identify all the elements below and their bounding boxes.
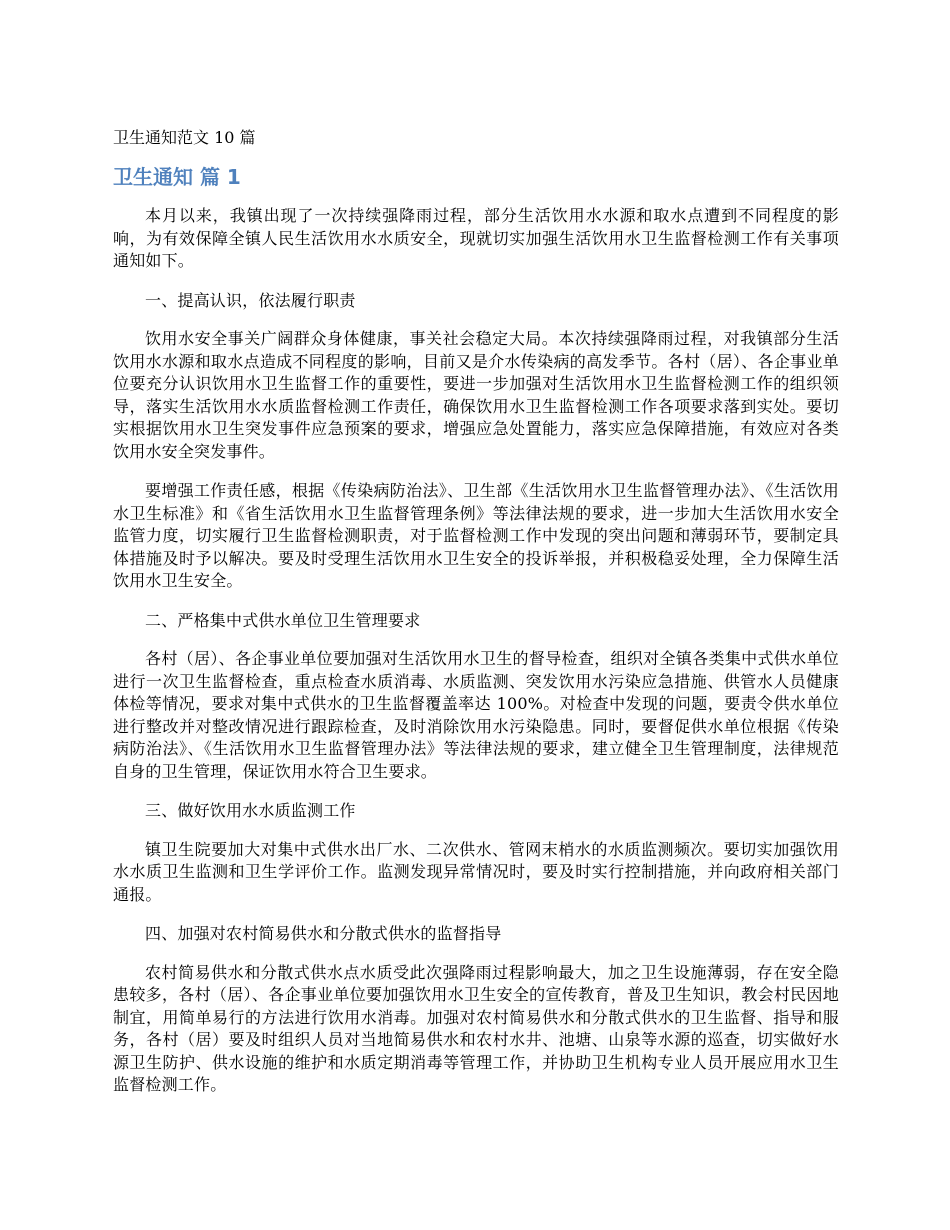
- document-title: 卫生通知范文 10 篇: [113, 128, 256, 147]
- section-title-4: 四、加强对农村简易供水和分散式供水的监督指导: [145, 924, 502, 943]
- section-title-2: 二、严格集中式供水单位卫生管理要求: [145, 610, 421, 630]
- paragraph-1a: 饮用水安全事关广阔群众身体健康，事关社会稳定大局。本次持续强降雨过程，对我镇部分生活饮用水水源和取水点造成不同程度的影响，目前又是介水传染病的高发季节。各村（居）、各企事业单位要充分认识饮用水卫生监督工作的重要性，要进一步加强对生活饮用水卫生监督检测工作的组织领导，落实生活饮用水水质监督检测工作责任，确保饮用水卫生监督检测工作各项要求落到实处。要切实根据饮用水卫生突发事件应急预案的要求，增强应急处置能力，落实应急保障措施，有效应对各类饮用水安全突发事件。: [113, 329, 839, 461]
- section-title-1: 一、提高认识，依法履行职责: [145, 290, 356, 310]
- paragraph-4: 农村简易供水和分散式供水点水质受此次强降雨过程影响最大，加之卫生设施薄弱，存在安全隐患较多，各村（居）、各企事业单位要加强饮用水卫生安全的宣传教育，普及卫生知识，教会村民因地制宜，用简单易行的方法进行饮用水消毒。加强对农村简易供水和分散式供水的卫生监督、指导和服务，各村（居）要及时组织人员对当地简易供水和农村水井、池塘、山泉等水源的巡查，切实做好水源卫生防护、供水设施的维护和水质定期消毒等管理工作，并协助卫生机构专业人员开展应用水卫生监督检测工作。: [113, 962, 839, 1094]
- paragraph-2: 各村（居）、各企事业单位要加强对生活饮用水卫生的督导检查，组织对全镇各类集中式供水单位进行一次卫生监督检查，重点检查水质消毒、水质监测、突发饮用水污染应急措施、供管水人员健康体检等情况，要求对集中式供水的卫生监督覆盖率达 100%。对检查中发现的问题，要责令供水单位进行整改并对整改情况进行跟踪检查，及时消除饮用水污染隐患。同时，要督促供水单位根据《传染病防治法》、《生活饮用水卫生监督管理办法》等法律法规的要求，建立健全卫生管理制度，法律规范自身的卫生管理，保证饮用水符合卫生要求。: [113, 649, 839, 781]
- paragraph-intro: 本月以来，我镇出现了一次持续强降雨过程，部分生活饮用水水源和取水点遭到不同程度的影响，为有效保障全镇人民生活饮用水水质安全，现就切实加强生活饮用水卫生监督检测工作有关事项通知如下。: [113, 206, 839, 270]
- paragraph-3: 镇卫生院要加大对集中式供水出厂水、二次供水、管网末梢水的水质监测频次。要切实加强饮用水水质卫生监测和卫生学评价工作。监测发现异常情况时，要及时实行控制措施，并向政府相关部门通报。: [113, 839, 839, 904]
- section-title-3: 三、做好饮用水水质监测工作: [145, 801, 356, 820]
- document-body: [113, 205, 839, 1114]
- paragraph-1b: 要增强工作责任感，根据《传染病防治法》、卫生部《生活饮用水卫生监督管理办法》、《生活饮用水卫生标准》和《省生活饮用水卫生监督管理条例》等法律法规的要求，进一步加大生活饮用水安全监管力度，切实履行卫生监督检测职责，对于监督检测工作中发现的突出问题和薄弱环节，要制定具体措施及时予以解决。要及时受理生活饮用水卫生安全的投诉举报，并积极稳妥处理，全力保障生活饮用水卫生安全。: [113, 481, 839, 590]
- section-heading: 卫生通知 篇 1: [113, 165, 241, 189]
